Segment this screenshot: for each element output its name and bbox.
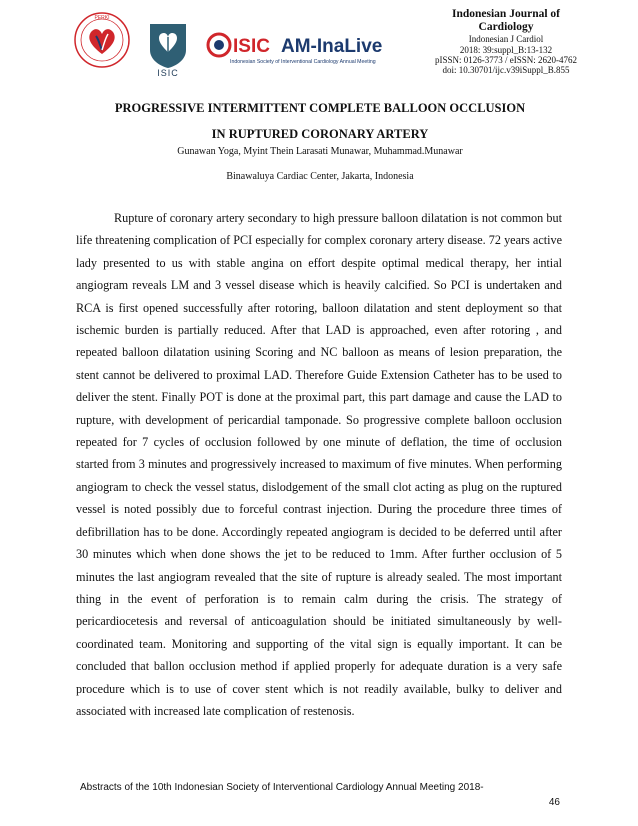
article-title-line1: PROGRESSIVE INTERMITTENT COMPLETE BALLOON OCCLUSION [114, 101, 526, 115]
svg-text:PERKI: PERKI [94, 15, 110, 21]
article-authors: Gunawan Yoga, Myint Thein Larasati Munawar, Muhammad.Munawar [177, 146, 463, 157]
page-number: 46 [548, 797, 560, 808]
isic-heart-logo-icon [146, 18, 190, 70]
journal-info [424, 8, 588, 76]
isic-am-inalive-logo-icon [206, 28, 412, 66]
svg-text:ISIC: ISIC [233, 36, 270, 57]
svg-text:AM-InaLive: AM-InaLive [281, 36, 383, 57]
journal-citation: 2018: 39:suppl_B:13-132 [459, 44, 553, 55]
article-title [80, 95, 560, 147]
page-header [0, 0, 638, 90]
article-title-line2: IN RUPTURED CORONARY ARTERY [211, 127, 429, 141]
journal-doi: doi: 10.30701/ijc.v39iSuppl_B.855 [442, 65, 570, 76]
journal-issn: pISSN: 0126-3773 / eISSN: 2620-4762 [434, 55, 577, 66]
isic-logo-label: ISIC [157, 68, 179, 78]
journal-abbrev: Indonesian J Cardiol [468, 34, 544, 45]
article-affiliation: Binawaluya Cardiac Center, Jakarta, Indonesia [226, 171, 414, 182]
page-footer: Abstracts of the 10th Indonesian Society of Interventional Cardiology Annual Meeting 2018- [80, 782, 484, 793]
abstract-body: Rupture of coronary artery secondary to high pressure balloon dilatation is not common but life threatening complication of PCI especially for complex coronary artery disease. 72 years active lady presented to us with stable angina on effort despite optimal medical therapy, her intial angiogram reveals LM and 3 vessel disease which is heavily calcified. So PCI is undertaken and RCA is first opened successfully after rotoring, balloon dilatation and stent deployment so that ischemic burden is partially reduced. After that LAD is approached, even after rotoring , and repeated balloon dilatation usining Scoring and NC balloon as means of lesion preparation, the stent cannot be delivered to proximal LAD. Therefore Guide Extension Catheter has to be used to deliver the stent. Finally POT is done at the proximal part, this part damage and cause the LAD to rupture, with development of pericardial tamponade. So progressive complete balloon occlusion repeated for 7 cycles of occlusion followed by one minute of deflation, the time of occlusion started from 3 minutes and progressively increased to maximum of five minutes. When performing angiogram to check the vessel status, dislodgement of the small clot acting as plug on the ruptured vessel is noted possibly due to forceful contrast injection. During the procedure three times of defibrillation has to be done. Accordingly repeated angiogram is decided to be deferred until after 30 minutes which when done shows the jet to be reduced to 1mm. After further occlusion of 5 minutes the last angiogram revealed that the site of rupture is already sealed. The most important thing in the event of perforation is to remain calm during the crisis. The strategy of pericardiocetesis and reversal of anticoagulation should be initiated simultaneously by well-coordinated team. Monitoring and supporting of the vital sign is equally important. It can be concluded that ballon occlusion method if applied properly for adequate duration is a very safe procedure which is to use of cover stent which is not readily available, bulky to deliver and associated with increased late complication of restenosis. [76, 211, 562, 718]
svg-text:Indonesian Society of Interven: Indonesian Society of Interventional Cardiology Annual Meeting [230, 59, 376, 65]
journal-title: Indonesian Journal of Cardiology [451, 8, 560, 34]
perki-heart-logo-icon [72, 10, 132, 72]
